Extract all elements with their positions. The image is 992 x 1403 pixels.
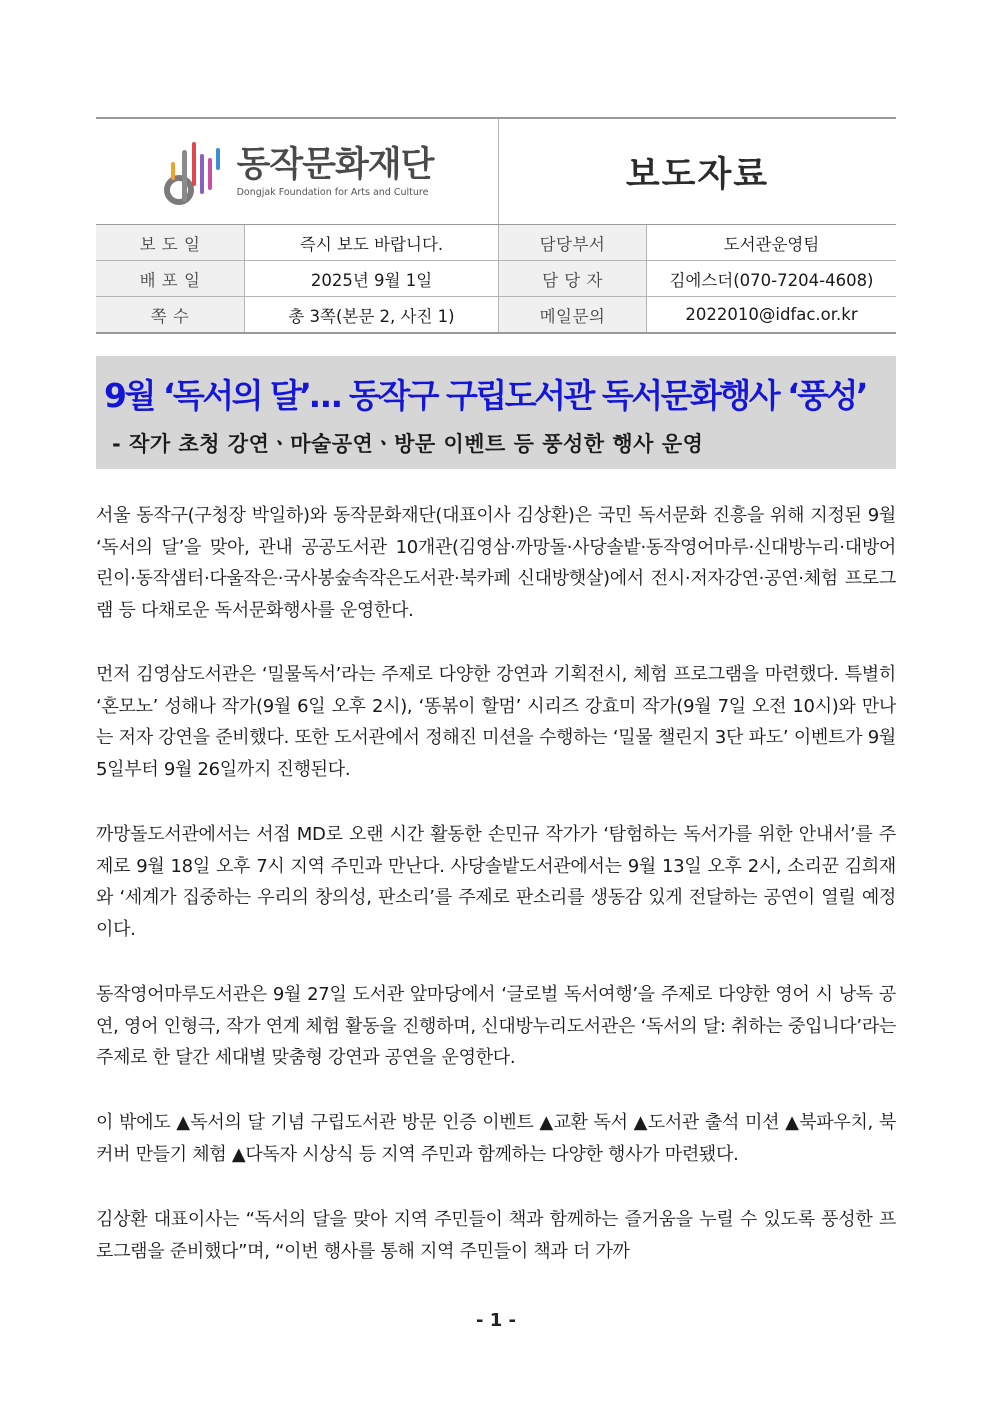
page-count-value: 총 3쪽(본문 2, 사진 1) — [245, 297, 499, 334]
page-count-label: 쪽 수 — [96, 297, 245, 334]
email-label: 메일문의 — [499, 297, 647, 334]
contact-person-value: 김에스더(070-7204-4608) — [647, 261, 897, 297]
press-release-title: 보도자료 — [625, 154, 770, 195]
release-date-value: 즉시 보도 바랍니다. — [245, 225, 499, 261]
press-release-title-cell — [499, 118, 897, 225]
body-paragraph: 동작영어마루도서관은 9월 27일 도서관 앞마당에서 ‘글로벌 독서여행’을 주제로 다양한 영어 시 낭독 공연, 영어 인형극, 작가 연계 체험 활동을 진행하며, 신대방누리도서관은 ‘독서의 달: 취하는 중입니다’라는 주제로 한 달간 세대별 맞춤형 강연과 공연을 운영한다. — [96, 984, 896, 1069]
header-info-row — [96, 261, 896, 297]
subheadline: - 작가 초청 강연ㆍ마술공연ㆍ방문 이벤트 등 풍성한 행사 운영 — [112, 432, 704, 456]
page-number: - 1 - — [476, 1310, 516, 1331]
header-info-row — [96, 297, 896, 334]
press-release-header-table — [96, 117, 896, 334]
foundation-logo-icon — [161, 136, 227, 208]
release-date-label: 보 도 일 — [96, 225, 245, 261]
distribution-date-value: 2025년 9월 1일 — [245, 261, 499, 297]
logo-cell — [96, 118, 499, 225]
department-value: 도서관운영팀 — [647, 225, 897, 261]
body-paragraph: 서울 동작구(구청장 박일하)와 동작문화재단(대표이사 김상환)은 국민 독서문화 진흥을 위해 지정된 9월 ‘독서의 달’을 맞아, 관내 공공도서관 10개관(김영삼·까망돌·사당솔밭·동작영어마루·신대방누리·대방어린이·동작샘터·다울작은·국사봉숲속작은도서관·북카페 신대방햇살)에서 전시·저자강연·공연·체험 프로그램 등 다채로운 독서문화행사를 운영한다. — [96, 505, 896, 622]
contact-person-label: 담 당 자 — [499, 261, 647, 297]
foundation-name-english: Dongjak Foundation for Arts and Culture — [236, 186, 429, 198]
body-paragraph: 먼저 김영삼도서관은 ‘밀물독서’라는 주제로 다양한 강연과 기획전시, 체험 프로그램을 마련했다. 특별히 ‘혼모노’ 성해나 작가(9월 6일 오후 2시), ‘똥볶이 할멈’ 시리즈 강효미 작가(9월 7일 오전 10시)와 만나는 저자 강연을 준비했다. 또한 도서관에서 정해진 미션을 수행하는 ‘밀물 챌린지 3단 파도’ 이벤트가 9월 5일부터 9월 26일까지 진행된다. — [96, 664, 896, 781]
body-paragraph: 이 밖에도 ▲독서의 달 기념 구립도서관 방문 인증 이벤트 ▲교환 독서 ▲도서관 출석 미션 ▲북파우치, 북커버 만들기 체험 ▲다독자 시상식 등 지역 주민과 함께하는 다양한 행사가 마련됐다. — [96, 1112, 896, 1165]
foundation-name: 동작문화재단 — [236, 144, 434, 185]
foundation-logo — [96, 136, 498, 208]
body-paragraph: 김상환 대표이사는 “독서의 달을 맞아 지역 주민들이 책과 함께하는 즐거움을 누릴 수 있도록 풍성한 프로그램을 준비했다”며, “이번 행사를 통해 지역 주민들이 책과 더 가까 — [96, 1209, 896, 1262]
distribution-date-label: 배 포 일 — [96, 261, 245, 297]
email-value: 2022010@idfac.or.kr — [647, 297, 897, 334]
department-label: 담당부서 — [499, 225, 647, 261]
headline-box — [96, 356, 896, 469]
header-info-row — [96, 225, 896, 261]
body-paragraph: 까망돌도서관에서는 서점 MD로 오랜 시간 활동한 손민규 작가가 ‘탐험하는 독서가를 위한 안내서’를 주제로 9월 18일 오후 7시 지역 주민과 만난다. 사당솔밭도서관에서는 9월 13일 오후 2시, 소리꾼 김희재와 ‘세계가 집중하는 우리의 창의성, 판소리’를 주제로 판소리를 생동감 있게 전달하는 공연이 열릴 예정이다. — [96, 824, 896, 941]
headline: 9월 ‘독서의 달’… 동작구 구립도서관 독서문화행사 ‘풍성’ — [104, 376, 866, 415]
